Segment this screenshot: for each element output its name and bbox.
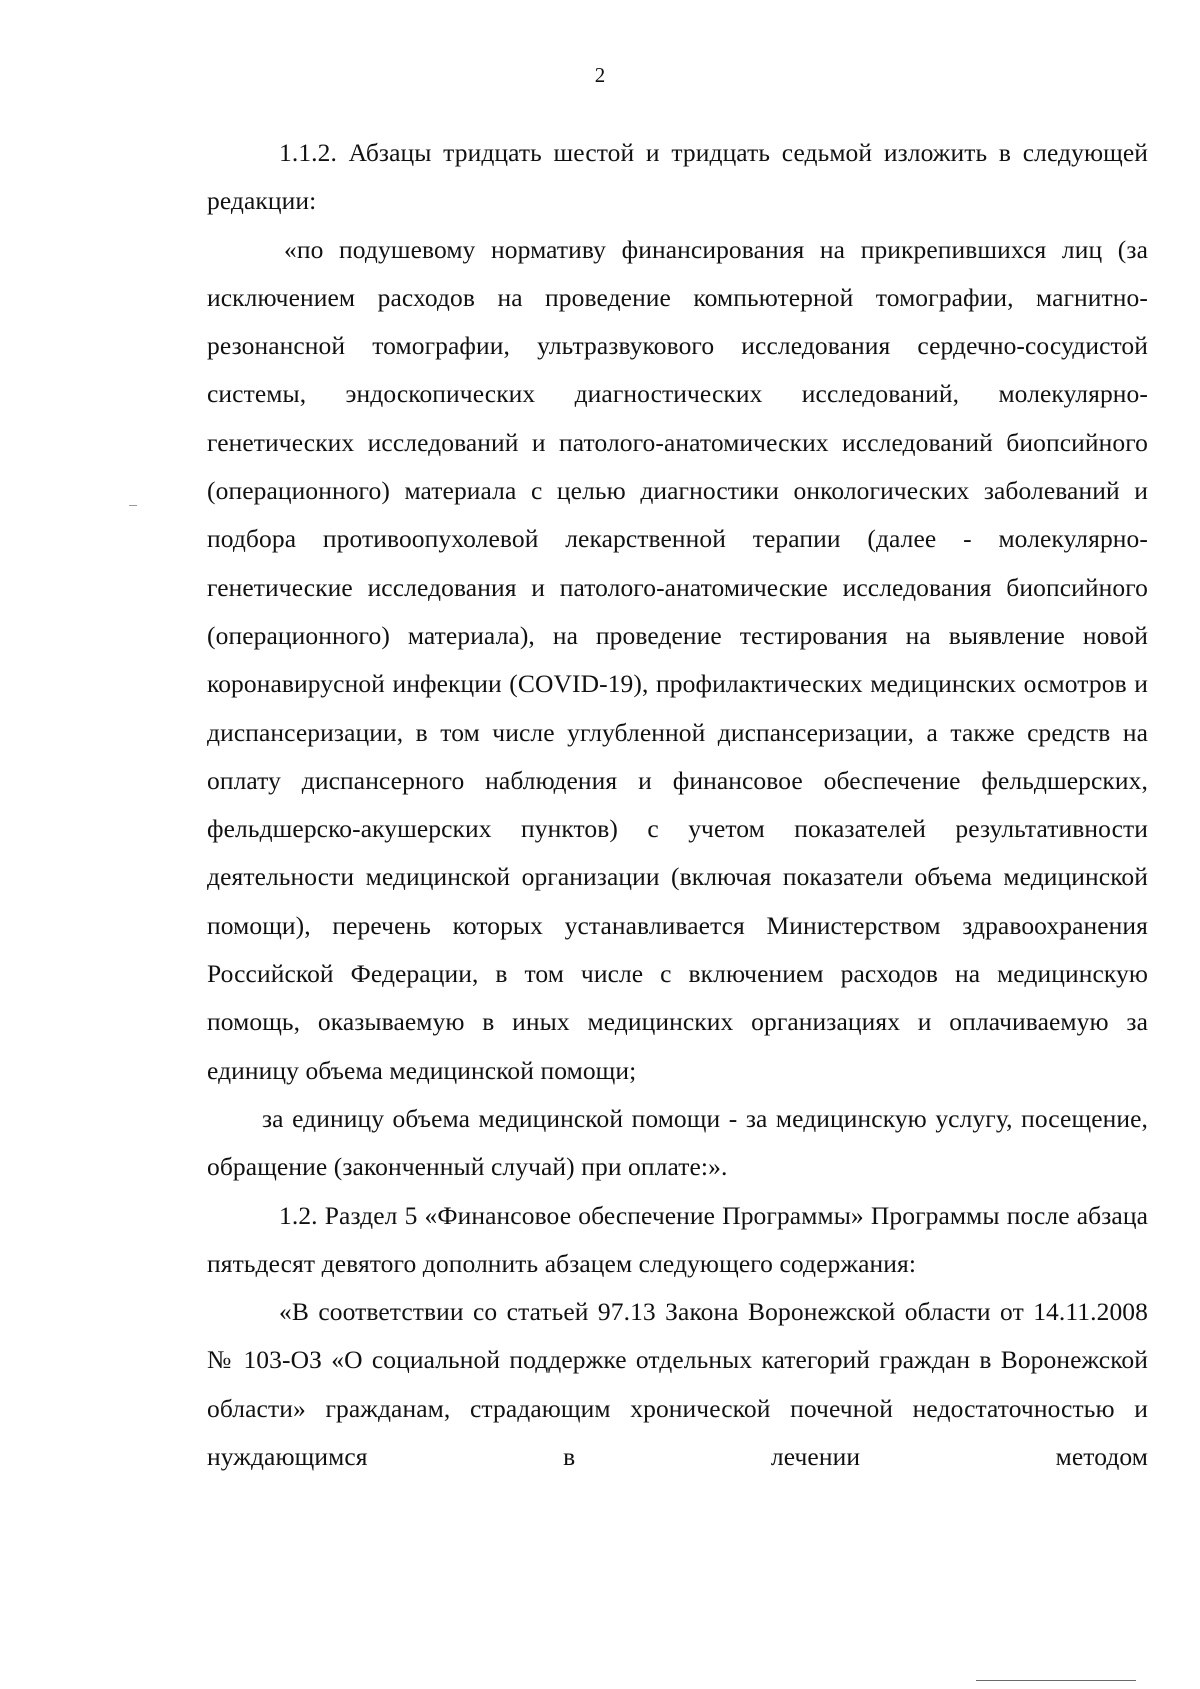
paragraph-1-1-2: 1.1.2. Абзацы тридцать шестой и тридцать седьмой изложить в следующей редакции: — [207, 138, 1148, 216]
paragraph-quoted-capitation: «по подушевому нормативу финансирования на прикрепившихся лиц (за исключением расходов на проведение компьютерной томографии, магнитно-резонансной томографии, ультразвукового исследования сердечно-сосудистой системы, эндоскопических диагностических исследований, молекулярно-генетических исследований и патолого-анатомических исследований биопсийного (операционного) материала с целью диагностики онкологических заболеваний и подбора противоопухолевой лекарственной терапии (далее - молекулярно-генетические исследования и патолого-анатомические исследования биопсийного (операционного) материала), на проведение тестирования на выявление новой коронавирусной инфекции (COVID-19), профилактических медицинских осмотров и диспансеризации, в том числе углубленной диспансеризации, а также средств на оплату диспансерного наблюдения и финансовое обеспечение фельдшерских, фельдшерско-акушерских пунктов) с учетом показателей результативности деятельности медицинской организации (включая показатели объема медицинской помощи), перечень которых устанавливается Министерством здравоохранения Российской Федерации, в том числе с включением расходов на медицинскую помощь, оказываемую в иных медицинских организациях и оплачиваемую за единицу объема медицинской помощи; — [207, 234, 1148, 1085]
paragraph-1-2: 1.2. Раздел 5 «Финансовое обеспечение Программы» Программы после абзаца пятьдесят девятого дополнить абзацем следующего содержания: — [207, 1200, 1148, 1278]
paragraph-unit-volume: за единицу объема медицинской помощи - за медицинскую услугу, посещение, обращение (законченный случай) при оплате:». — [207, 1103, 1148, 1182]
page-number: 2 — [594, 63, 606, 87]
scan-margin-mark — [129, 505, 137, 506]
paragraph-quoted-law: «В соответствии со статьей 97.13 Закона Воронежской области от 14.11.2008 № 103-ОЗ «О социальной поддержке отдельных категорий граждан в Воронежской области» гражданам, страдающим хронической почечной недостаточностью и нуждающимся в лечении методом — [207, 1297, 1148, 1472]
document-body — [207, 129, 1148, 1481]
bottom-rule — [976, 1680, 1136, 1681]
